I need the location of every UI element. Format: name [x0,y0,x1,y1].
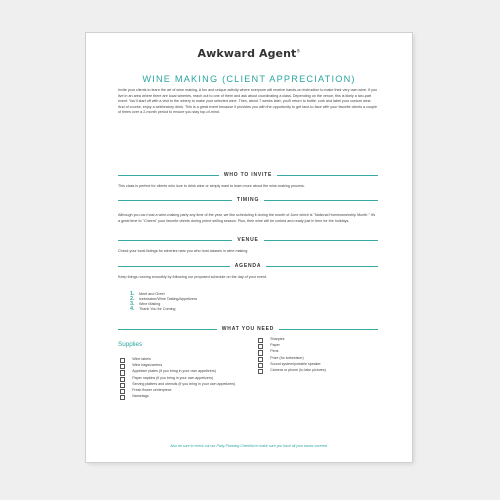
checkbox[interactable] [120,383,125,388]
divider-right [264,200,378,201]
section-title-venue: VENUE [237,237,259,243]
checklist-label: Nametags [132,394,149,399]
checklist-label: Prize (for icebreaker) [270,355,304,360]
document-page [86,33,412,462]
agenda-list [130,291,290,312]
checkbox[interactable] [120,395,125,400]
section-header-who [118,171,378,179]
page-title: WINE MAKING (CLIENT APPRECIATION) [142,74,356,84]
checklist-label: Fresh flower centerpiece [132,387,172,392]
checklist-label: Paper [270,343,280,348]
divider-left [118,175,219,176]
checklist-item [120,394,250,400]
checklist-label: Paper napkins (if you bring in your own appetizers) [132,375,214,380]
divider-left [118,240,232,241]
intro-paragraph: Invite your clients to learn the art of wine making. A fun and unique activity where everyone will receive hands-on instruction to make their very own wine. If you live in an area where there are local wineries, reach out to one of them and ask about coordinating a class. Depending on the venue, this is likely a two-part event. You'll start off with a visit to the winery to make your selected wine. Then, about 7 weeks later, you'll return to bottle, cork and label your custom wine. And of course, enjoy a celebratory drink. This is a great event because it provides you with the opportunity to get face-to-face with your favorite clients a couple of times over a 2-month period to ensure you stay top-of-mind. [118,88,378,115]
section-header-timing [118,196,378,204]
checkbox[interactable] [258,338,263,343]
checklist-label: Camera or phone (to take pictures) [270,367,326,372]
checkbox[interactable] [258,350,263,355]
agenda-number: 4. [130,306,135,313]
agenda-number: 3. [130,300,135,307]
checklist-item [258,368,378,374]
agenda-number: 1. [130,290,135,297]
agenda-label: Meet and Greet [139,291,165,296]
supplies-list-right [258,337,378,374]
list-item [130,307,290,312]
agenda-paragraph: Keep things running smoothly by following our proposed schedule on the day of your event. [118,275,268,279]
footer-note: Also be sure to check out our Party Planning Checklist to make sure you have all your bases covered. [170,444,328,448]
section-title-who: WHO TO INVITE [223,172,273,178]
section-title-need: WHAT YOU NEED [221,326,275,332]
agenda-label: Thank You for Coming [139,307,176,312]
divider-right [277,175,378,176]
checkbox[interactable] [258,363,263,368]
checkbox[interactable] [120,389,125,394]
supplies-list-left [120,357,250,400]
checklist-label: Sound system/portable speaker [270,361,321,366]
checkbox[interactable] [120,370,125,375]
checklist-label: Wine bags/carriers [132,363,163,368]
checklist-label: Pens [270,349,279,354]
section-header-agenda [118,262,378,270]
divider-right [266,266,378,267]
checklist-label: Wine labels [132,357,151,361]
checkbox[interactable] [120,377,125,382]
venue-paragraph: Check your local listings for wineries near you who host classes in wine making. [118,249,249,253]
agenda-label: Wine Making [139,301,161,306]
divider-left [118,200,232,201]
timing-paragraph: Although you can host a wine-making party any time of the year, we like scheduling it during the month of June which is "National Homeownership Month." It's a great time to "Cheers" your favorite clients during prime selling season. Plus, their wine will be corked and ready just in time for the holidays. [118,213,376,223]
checkbox[interactable] [258,369,263,374]
registered-mark: ® [296,48,301,54]
divider-right [279,329,378,330]
checkbox[interactable] [258,344,263,349]
brand-logo [86,47,412,60]
logo-text: Awkward Agent [197,47,297,60]
checkbox[interactable] [120,364,125,369]
checklist-label: Appetizer plates (if you bring in your own appetizers) [132,369,216,374]
checkbox[interactable] [258,357,263,362]
section-title-agenda: AGENDA [234,263,262,269]
checkbox[interactable] [120,358,125,363]
who-paragraph: This class is perfect for clients who love to drink wine or simply want to learn more about the wine-making process. [118,184,305,188]
section-header-venue [118,236,378,244]
checklist-label: Serving platters and utensils (if you bring in your own appetizers) [132,381,236,386]
divider-right [264,240,378,241]
agenda-number: 2. [130,295,135,302]
supplies-heading: Supplies [118,341,143,348]
section-title-timing: TIMING [236,197,260,203]
divider-left [118,329,217,330]
divider-left [118,266,230,267]
checklist-label: Sharpies [270,337,285,341]
section-header-need [118,325,378,333]
agenda-label: Icebreaker/Wine Tasting/Appetizers [139,296,197,301]
